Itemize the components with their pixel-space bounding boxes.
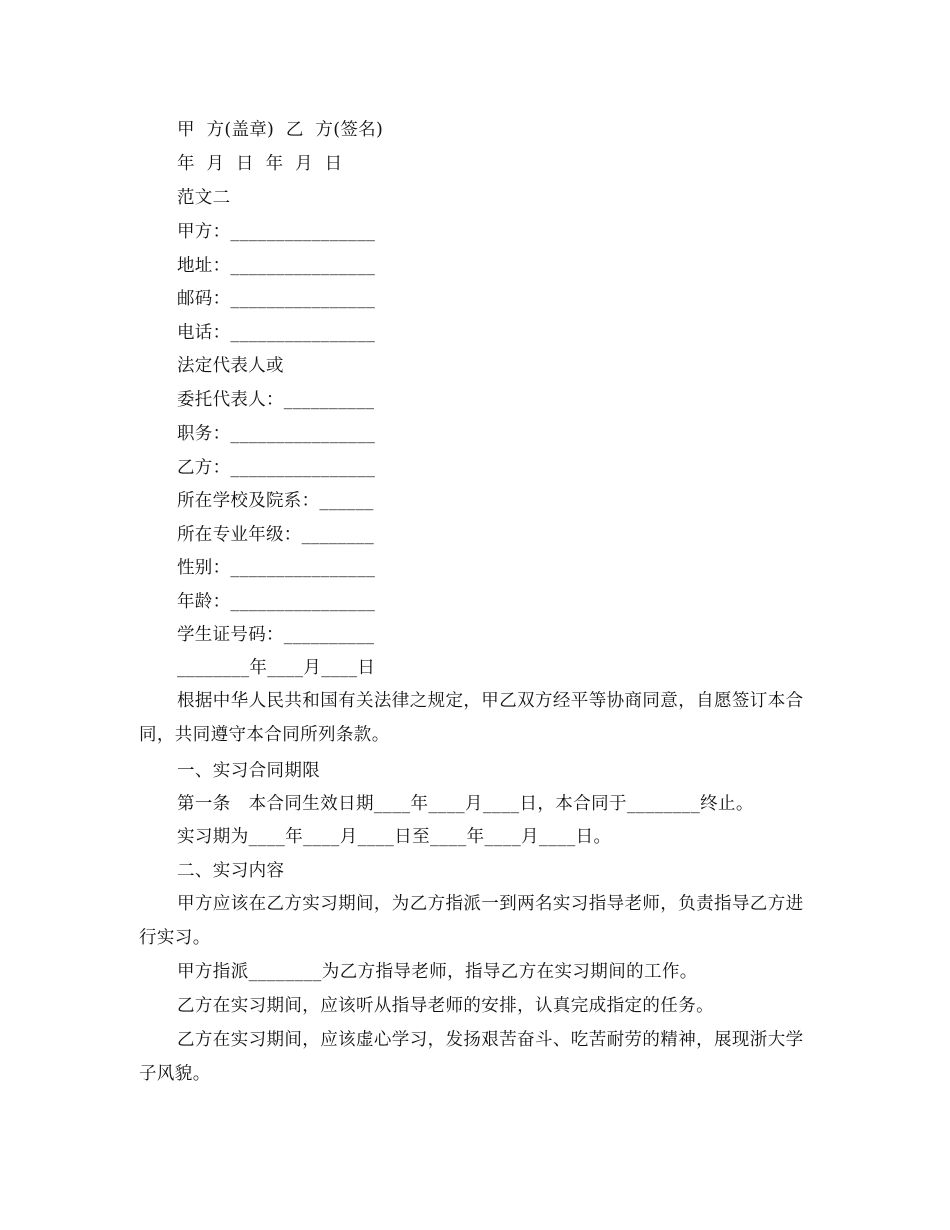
sample-heading: 范文二 (177, 188, 231, 208)
party-b-field: 乙方：________________ (177, 458, 376, 478)
position-field: 职务：________________ (177, 424, 376, 444)
internship-period: 实习期为____年____月____日至____年____月____日。 (177, 827, 612, 847)
legal-rep-label: 法定代表人或 (177, 356, 284, 376)
sign-date-field: ________年____月____日 (177, 658, 376, 678)
signature-line: 甲 方(盖章) 乙 方(签名) (177, 120, 384, 140)
agent-rep-field: 委托代表人：__________ (177, 390, 375, 410)
major-field: 所在专业年级：________ (177, 525, 374, 545)
student-id-field: 学生证号码：__________ (177, 625, 375, 645)
section-2-title: 二、实习内容 (177, 861, 285, 881)
date-line: 年 月 日 年 月 日 (177, 154, 343, 174)
party-a-field: 甲方：________________ (177, 222, 376, 242)
content-paragraph-c: 乙方在实习期间，应该听从指导老师的安排，认真完成指定的任务。 (177, 996, 714, 1016)
content-paragraph-d: 乙方在实习期间，应该虚心学习，发扬艰苦奋斗、吃苦耐劳的精神，展现浙大学子风貌。 (139, 1030, 804, 1084)
age-field: 年龄：________________ (177, 592, 376, 612)
school-field: 所在学校及院系：______ (177, 491, 374, 511)
gender-field: 性别：________________ (177, 558, 376, 578)
intro-paragraph: 根据中华人民共和国有关法律之规定，甲乙双方经平等协商同意，自愿签订本合同，共同遵守本合同所列条款。 (139, 691, 804, 745)
section-1-title: 一、实习合同期限 (177, 761, 321, 781)
article-1: 第一条 本合同生效日期____年____月____日，本合同于________终止。 (177, 794, 754, 814)
content-paragraph-a: 甲方应该在乙方实习期间，为乙方指派一到两名实习指导老师，负责指导乙方进行实习。 (139, 894, 804, 948)
phone-field: 电话：________________ (177, 323, 376, 343)
postcode-field: 邮码：________________ (177, 289, 376, 309)
content-paragraph-b: 甲方指派________为乙方指导老师，指导乙方在实习期间的工作。 (177, 962, 698, 982)
address-field: 地址：________________ (177, 256, 376, 276)
